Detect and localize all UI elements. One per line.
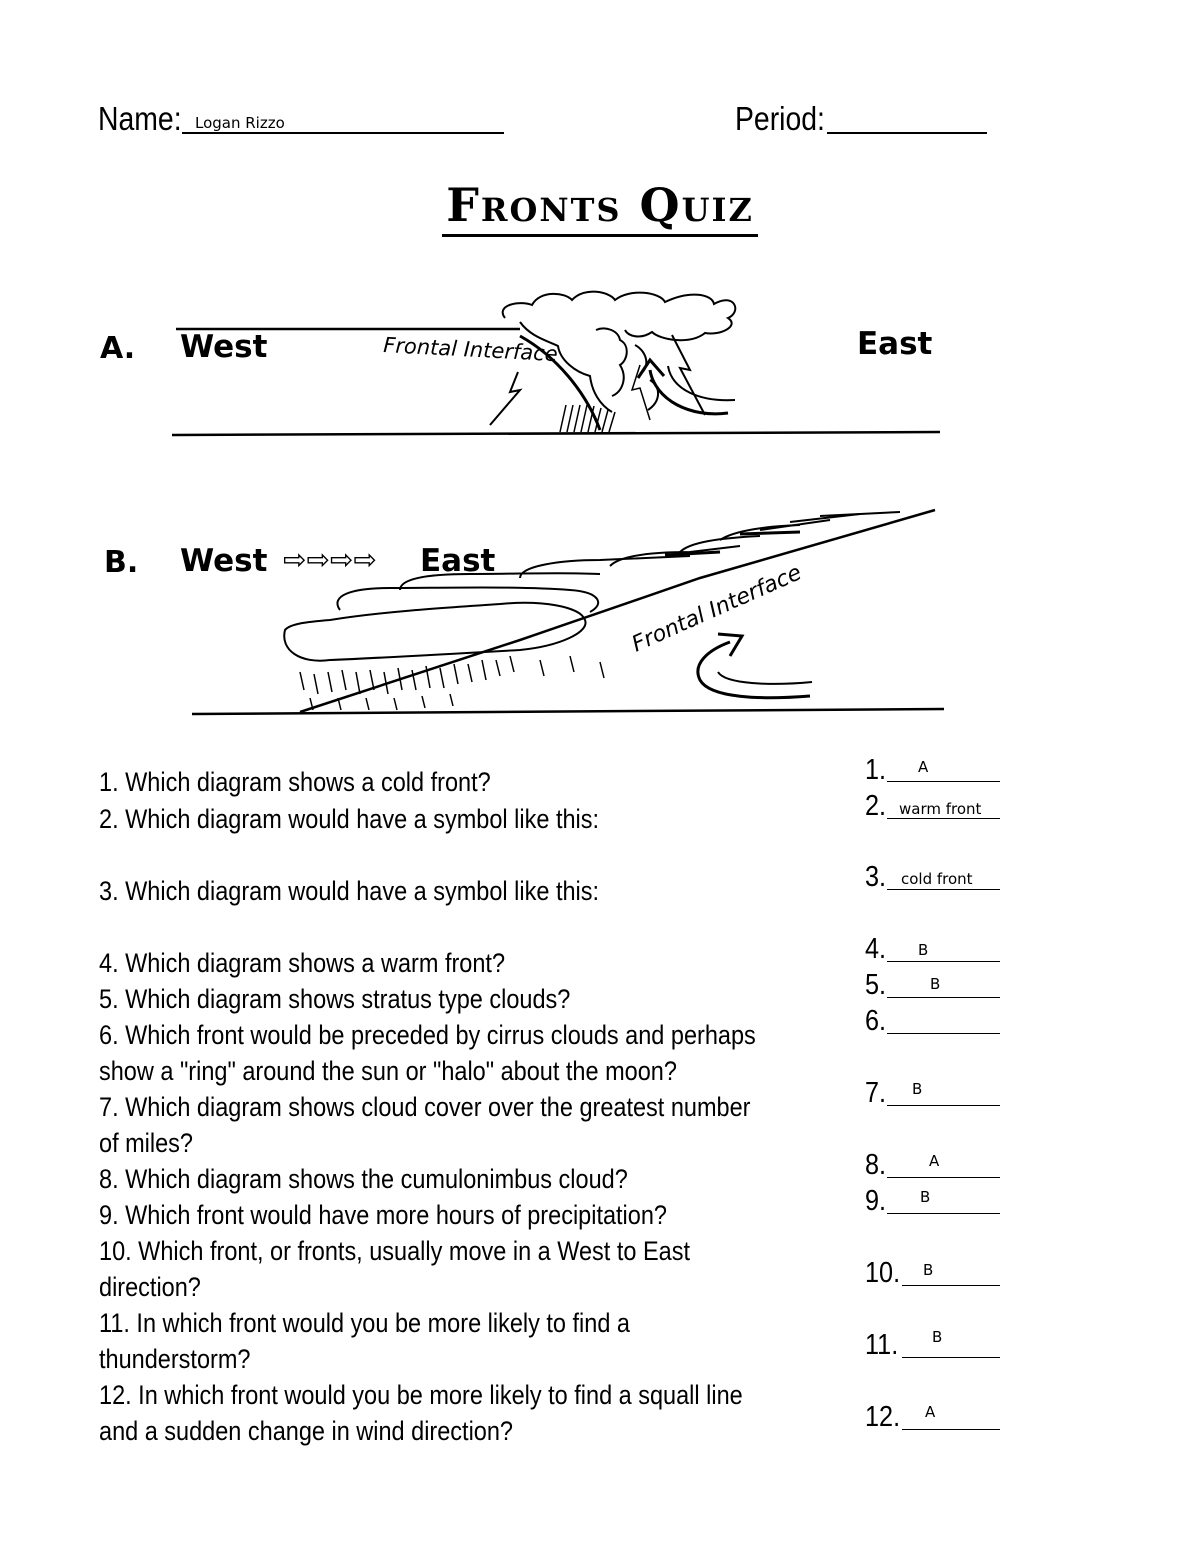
answer-5-value[interactable]: B <box>930 975 941 993</box>
diagram-a-letter: A. <box>100 331 136 366</box>
question-9: 9. Which front would have more hours of precipitation? <box>99 1200 667 1230</box>
answer-5-number: 5. <box>865 969 887 1001</box>
answer-9-value[interactable]: B <box>920 1188 931 1206</box>
diagram-b-east: East <box>420 543 496 579</box>
answer-12-number: 12. <box>865 1401 901 1433</box>
diagram-b-letter: B. <box>104 545 139 580</box>
question-5: 5. Which diagram shows stratus type clouds? <box>99 984 571 1014</box>
diagram-a-interface-label: Frontal Interface <box>382 333 559 367</box>
answer-4-number: 4. <box>865 933 887 965</box>
answer-8-value[interactable]: A <box>929 1152 940 1170</box>
answer-9-number: 9. <box>865 1185 887 1217</box>
answer-12-line[interactable] <box>902 1429 1000 1430</box>
answer-10-line[interactable] <box>902 1285 1000 1286</box>
answer-7-value[interactable]: B <box>912 1080 923 1098</box>
answer-1-value[interactable]: A <box>918 758 929 776</box>
answer-11-value[interactable]: B <box>932 1328 943 1346</box>
question-2: 2. Which diagram would have a symbol like this: <box>99 804 600 834</box>
answer-2-line[interactable] <box>887 818 1000 819</box>
diagram-a-east: East <box>857 326 933 362</box>
question-1: 1. Which diagram shows a cold front? <box>99 767 491 797</box>
question-6: 6. Which front would be preceded by cirrus clouds and perhaps <box>99 1020 756 1050</box>
answer-8-line[interactable] <box>887 1177 1000 1178</box>
answer-10-number: 10. <box>865 1257 901 1289</box>
answer-7-number: 7. <box>865 1077 887 1109</box>
answer-6-number: 6. <box>865 1005 887 1037</box>
diagram-b-west: West <box>180 543 268 579</box>
question-12: 12. In which front would you be more likely to find a squall line <box>99 1380 743 1410</box>
answer-7-line[interactable] <box>887 1105 1000 1106</box>
question-12-cont: and a sudden change in wind direction? <box>99 1416 513 1446</box>
answer-3-line[interactable] <box>887 889 1000 890</box>
answer-5-line[interactable] <box>887 997 1000 998</box>
question-8: 8. Which diagram shows the cumulonimbus cloud? <box>99 1164 628 1194</box>
question-7: 7. Which diagram shows cloud cover over the greatest number <box>99 1092 751 1122</box>
diagram-a-west: West <box>180 329 268 365</box>
question-10: 10. Which front, or fronts, usually move in a West to East <box>99 1236 690 1266</box>
answer-1-line[interactable] <box>887 781 1000 782</box>
answer-11-line[interactable] <box>902 1357 1000 1358</box>
answer-10-value[interactable]: B <box>923 1261 934 1279</box>
answer-1-number: 1. <box>865 754 887 786</box>
diagram-b-drawing <box>192 510 944 714</box>
answer-12-value[interactable]: A <box>925 1403 936 1421</box>
answer-8-number: 8. <box>865 1149 887 1181</box>
answer-4-value[interactable]: B <box>918 941 929 959</box>
answer-2-value[interactable]: warm front <box>899 800 982 818</box>
question-10-cont: direction? <box>99 1272 201 1302</box>
page-title: Fronts Quiz <box>0 178 1200 232</box>
diagram-b-arrows: ⇨⇨⇨⇨ <box>283 543 377 576</box>
answer-3-value[interactable]: cold front <box>901 870 973 888</box>
diagram-b-interface-label: Frontal Interface <box>628 560 806 658</box>
answer-11-number: 11. <box>865 1329 899 1361</box>
fronts-diagrams <box>0 0 1200 760</box>
question-6-cont: show a "ring" around the sun or "halo" about the moon? <box>99 1056 677 1086</box>
answer-6-line[interactable] <box>887 1033 1000 1034</box>
name-field-value[interactable]: Logan Rizzo <box>195 114 285 132</box>
question-3: 3. Which diagram would have a symbol like this: <box>99 876 600 906</box>
answer-2-number: 2. <box>865 790 887 822</box>
answer-9-line[interactable] <box>887 1213 1000 1214</box>
period-label: Period: <box>735 100 825 137</box>
answer-3-number: 3. <box>865 861 887 893</box>
answer-4-line[interactable] <box>887 961 1000 962</box>
question-11-cont: thunderstorm? <box>99 1344 251 1374</box>
question-11: 11. In which front would you be more likely to find a <box>99 1308 630 1338</box>
question-7-cont: of miles? <box>99 1128 194 1158</box>
question-4: 4. Which diagram shows a warm front? <box>99 948 506 978</box>
name-label: Name: <box>98 100 182 137</box>
